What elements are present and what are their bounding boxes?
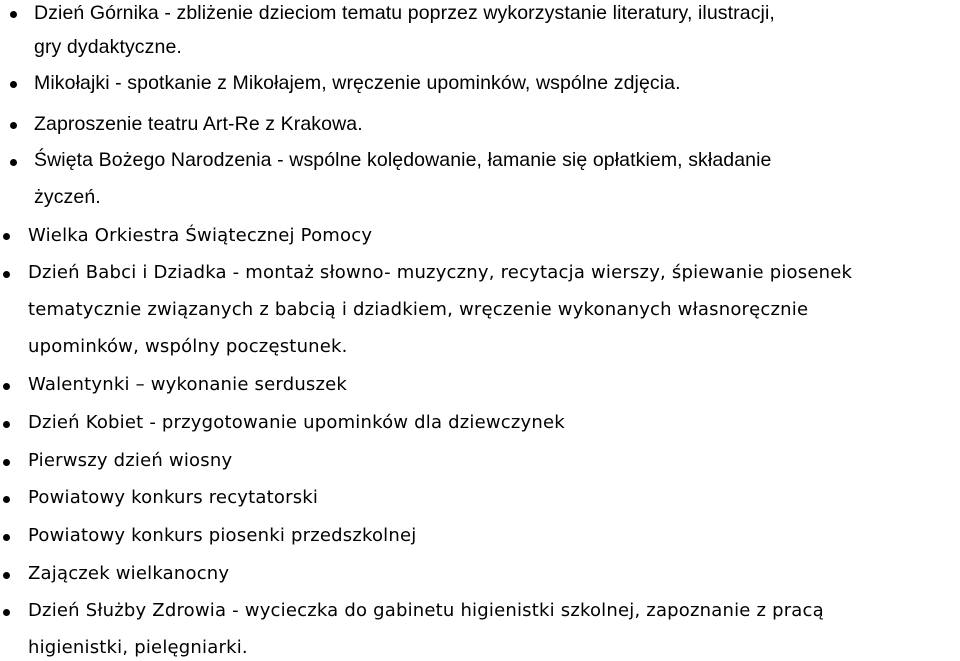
bullet-icon <box>3 459 10 466</box>
bullet-icon <box>10 11 17 18</box>
list-item-text: Wielka Orkiestra Świątecznej Pomocy <box>28 225 373 246</box>
bullet-icon <box>10 122 17 129</box>
list-item-text: Mikołajki - spotkanie z Mikołajem, wręczenie upominków, wspólne zdjęcia. <box>34 72 681 94</box>
bullet-icon <box>3 534 10 541</box>
list-item-text: Święta Bożego Narodzenia - wspólne kolędowanie, łamanie się opłatkiem, składanie <box>34 149 772 171</box>
list-item-text: Walentynki – wykonanie serduszek <box>28 374 348 395</box>
list-item-text: Zajączek wielkanocny <box>28 563 230 584</box>
bullet-icon <box>3 271 10 278</box>
list-item-text: Dzień Kobiet - przygotowanie upominków dla dziewczynek <box>28 412 565 433</box>
list-item-text: Dzień Górnika - zbliżenie dzieciom tematu poprzez wykorzystanie literatury, ilustracji, <box>34 2 775 24</box>
list-item-text: Pierwszy dzień wiosny <box>28 450 233 471</box>
list-item-text: Powiatowy konkurs piosenki przedszkolnej <box>28 525 417 546</box>
bullet-icon <box>10 81 17 88</box>
bullet-icon <box>3 421 10 428</box>
bullet-icon <box>3 496 10 503</box>
bullet-icon <box>3 233 10 240</box>
bullet-icon <box>3 572 10 579</box>
list-item-text: higienistki, pielęgniarki. <box>28 637 248 658</box>
bullet-icon <box>10 159 17 166</box>
list-item-text: upominków, wspólny poczęstunek. <box>28 336 348 357</box>
list-item-text: gry dydaktyczne. <box>34 36 182 58</box>
list-item-text: Powiatowy konkurs recytatorski <box>28 487 319 508</box>
list-item-text: Dzień Babci i Dziadka - montaż słowno- muzyczny, recytacja wierszy, śpiewanie piosenek <box>28 262 853 283</box>
bullet-icon <box>3 383 10 390</box>
list-item-text: tematycznie związanych z babcią i dziadkiem, wręczenie wykonanych własnoręcznie <box>28 299 809 320</box>
list-item-text: Zaproszenie teatru Art-Re z Krakowa. <box>34 113 363 135</box>
list-item-text: życzeń. <box>34 186 101 208</box>
list-item-text: Dzień Służby Zdrowia - wycieczka do gabinetu higienistki szkolnej, zapoznanie z pracą <box>28 600 824 621</box>
bullet-icon <box>3 609 10 616</box>
